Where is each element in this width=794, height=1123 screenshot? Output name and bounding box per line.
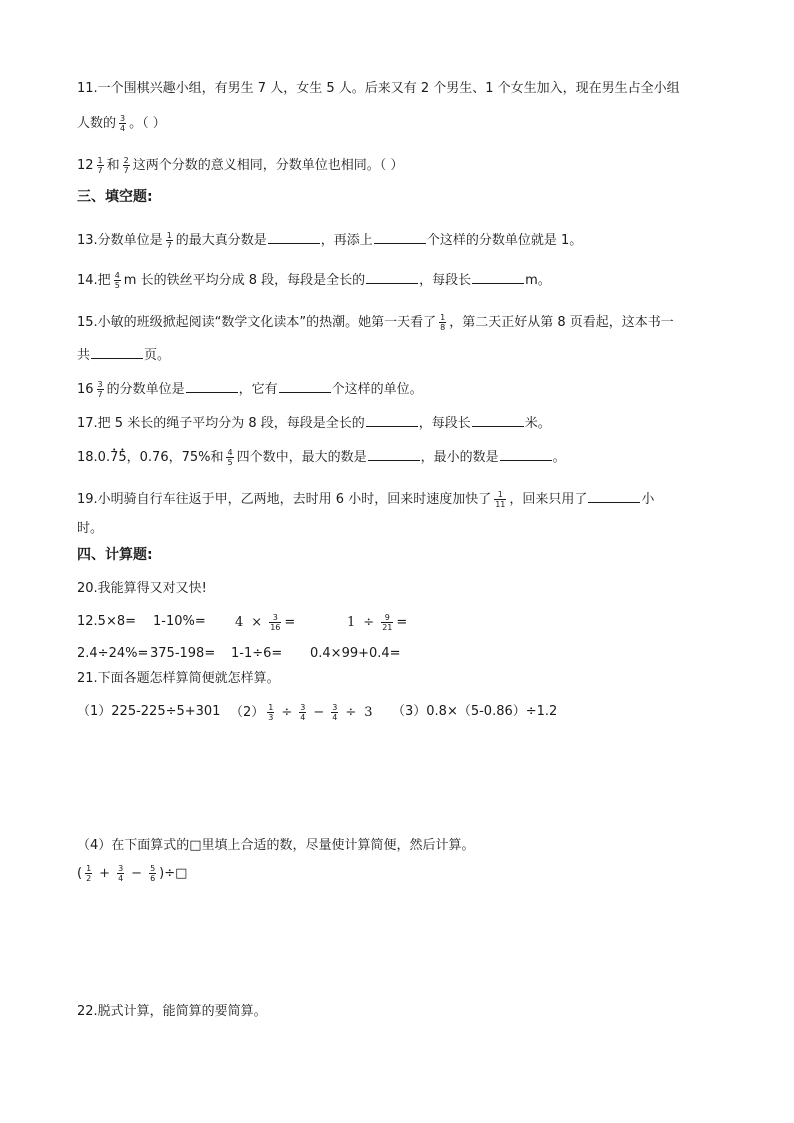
question-21-part4: （4）在下面算式的□里填上合适的数，尽量使计算简便，然后计算。 [77, 838, 475, 853]
fraction: $\frac{4}{5}$ [227, 448, 233, 467]
section-heading-calculation: 四、计算题: [77, 547, 153, 563]
fraction: $\frac{3}{7}$ [97, 380, 103, 399]
fraction: $\frac{3}{4}$ [120, 114, 126, 133]
question-11-text: 人数的 [77, 116, 117, 131]
answer-blank[interactable] [279, 379, 331, 393]
question-20-title: 20.我能算得又对又快! [77, 581, 207, 596]
answer-blank[interactable] [472, 270, 524, 284]
calc-item: ( $\frac{1}{2}$ + $\frac{3}{4}$ − $\frac{5}{6}$ )÷□ [77, 864, 188, 883]
calc-item: 1-10%= [153, 614, 206, 629]
answer-blank[interactable] [588, 489, 640, 503]
question-text: ，每段长 [418, 416, 471, 431]
question-number: 16 [77, 382, 94, 397]
answer-blank[interactable] [374, 230, 426, 244]
answer-blank[interactable] [472, 413, 524, 427]
question-text: ，再添上 [320, 233, 373, 248]
calc-item: 375-198= [150, 646, 216, 661]
question-12 [77, 156, 403, 175]
question-17 [77, 413, 551, 433]
calc-item: 12.5×8= [77, 614, 137, 629]
question-text: 。 [552, 450, 566, 465]
section-heading-fill-in: 三、填空题: [77, 189, 153, 205]
question-text: 小 [641, 492, 655, 507]
question-22: 22.脱式计算，能简算的要简算。 [77, 1004, 267, 1019]
question-text: 个这样的分数单位就是 1。 [426, 233, 583, 248]
answer-blank[interactable] [91, 345, 143, 359]
question-text: 共 [77, 348, 91, 363]
question-text: 的最大真分数是 [175, 233, 267, 248]
answer-blank[interactable] [500, 447, 552, 461]
question-text: ，回来只用了 [509, 492, 588, 507]
question-text: 14.把 [77, 273, 111, 288]
question-16 [77, 379, 423, 399]
question-11-line2 [77, 114, 166, 133]
question-text: m 长的铁丝平均分成 8 段，每段是全长的 [123, 273, 366, 288]
fraction: $\frac{1}{7}$ [166, 231, 172, 250]
answer-blank[interactable] [366, 270, 418, 284]
calc-item: 1 ÷ $\frac{9}{21}$ = [347, 613, 408, 632]
question-19-line2: 时。 [77, 521, 104, 536]
question-11-line1: 11.一个围棋兴趣小组，有男生 7 人，女生 5 人。后来又有 2 个男生、1 个女生加入，现在男生占全小组 [77, 81, 680, 96]
question-text: 这两个分数的意义相同，分数单位也相同。（ ） [132, 158, 404, 173]
question-text: ，最小的数是 [420, 450, 499, 465]
question-text: ，第二天正好从第 8 页看起，这本书一 [449, 315, 674, 330]
question-text: m。 [525, 273, 551, 288]
answer-blank[interactable] [366, 413, 418, 427]
repeating-digit: 7 • [110, 450, 118, 465]
question-text: ，每段长 [419, 273, 472, 288]
question-15-line1 [77, 313, 674, 332]
question-19-line1 [77, 489, 654, 509]
fraction: $\frac{1}{8}$ [440, 313, 446, 332]
question-18 [77, 447, 566, 467]
question-text: 页。 [144, 348, 171, 363]
question-text: 米。 [524, 416, 551, 431]
calc-item: 1-1÷6= [231, 646, 283, 661]
calc-item: （3）0.8×（5-0.86）÷1.2 [392, 704, 558, 719]
question-14 [77, 270, 551, 290]
question-15-line2 [77, 345, 170, 365]
answer-blank[interactable] [268, 230, 320, 244]
question-21-title: 21.下面各题怎样算简便就怎样算。 [77, 671, 280, 686]
question-text: 和 [106, 158, 120, 173]
answer-blank[interactable] [368, 447, 420, 461]
calc-item: 0.4×99+0.4= [310, 646, 401, 661]
question-11-answer-paren: 。（ ） [129, 116, 166, 131]
calc-item: 4 × $\frac{3}{16}$ = [235, 613, 296, 632]
repeating-digit: 5 • [118, 450, 126, 465]
question-text: 四个数中，最大的数是 [236, 450, 367, 465]
question-number: 12 [77, 158, 94, 173]
calc-item: （1）225-225÷5+301 [77, 704, 221, 719]
question-text: 个这样的单位。 [331, 382, 423, 397]
calc-item: （2） $\frac{1}{3}$ ÷ $\frac{3}{4}$ − $\frac{3}{4}$ ÷ 3 [230, 703, 373, 722]
question-13 [77, 230, 582, 250]
question-text: 15.小敏的班级掀起阅读“数学文化读本”的热潮。她第一天看了 [77, 315, 437, 330]
question-text: 13.分数单位是 [77, 233, 163, 248]
question-text: 17.把 5 米长的绳子平均分为 8 段，每段是全长的 [77, 416, 365, 431]
question-text: ，它有 [238, 382, 278, 397]
answer-blank[interactable] [186, 379, 238, 393]
question-text: 18.0. [77, 450, 111, 465]
fraction: $\frac{4}{5}$ [114, 271, 120, 290]
question-text: 19.小明骑自行车往返于甲，乙两地，去时用 6 小时，回来时速度加快了 [77, 492, 492, 507]
fraction: $\frac{1}{11}$ [495, 490, 506, 509]
question-text: ，0.76，75%和 [126, 450, 224, 465]
fraction: $\frac{1}{7}$ [97, 156, 103, 175]
calc-item: 2.4÷24%= [77, 646, 149, 661]
fraction: $\frac{2}{7}$ [123, 156, 129, 175]
question-text: 的分数单位是 [106, 382, 185, 397]
